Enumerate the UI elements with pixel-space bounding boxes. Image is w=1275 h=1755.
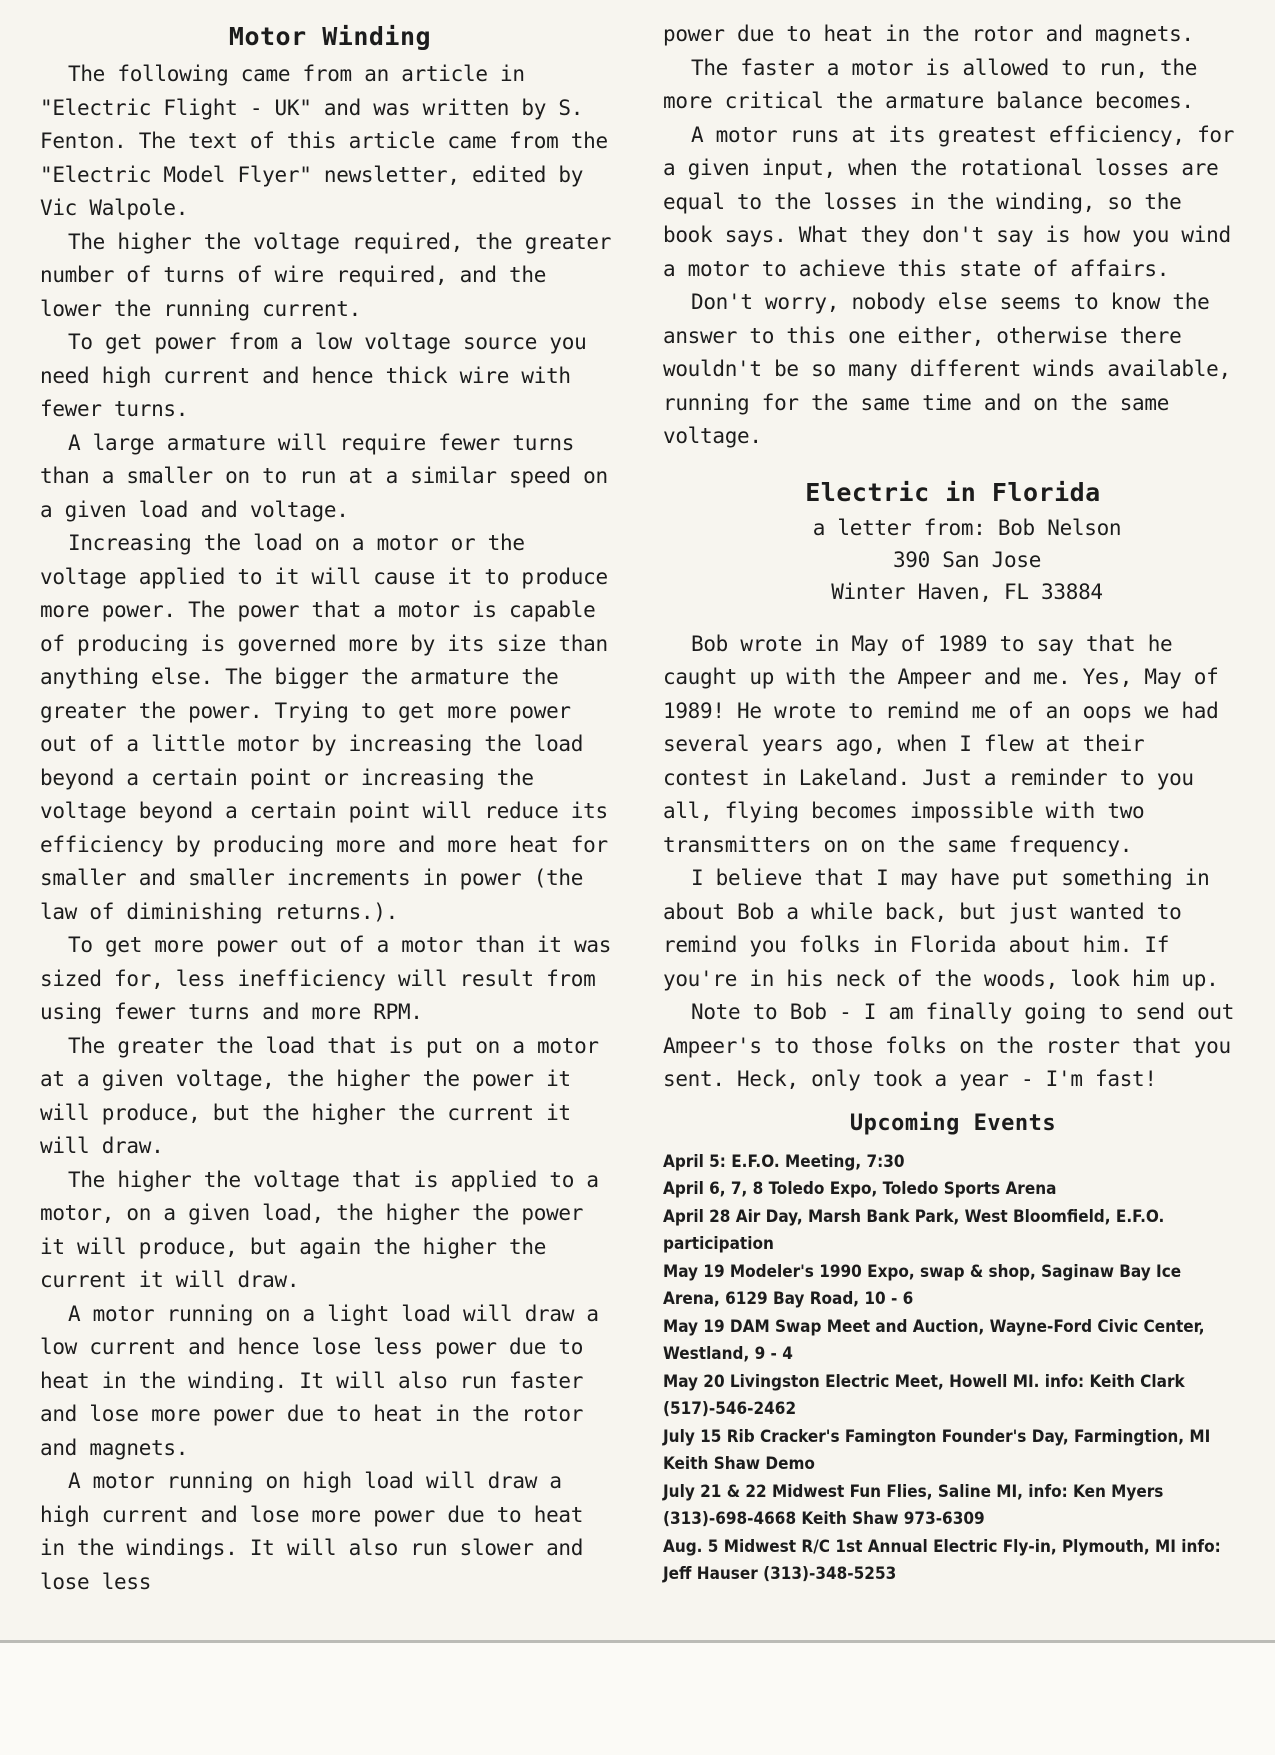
article-paragraph: The following came from an article in "Electric Flight - UK" and was written by S. Fenton. The text of this article came from the "Electric Model Flyer" newsletter, edited by Vic Walpole. [40,62,608,220]
article-paragraph: A motor running on a light load will draw a low current and hence lose less power due to heat in the winding. It will also run faster and lose more power due to heat in the rotor and magnets. [40,1301,599,1460]
event-item: July 21 & 22 Midwest Fun Flies, Saline MI, info: Ken Myers (313)-698-4668 Keith Shaw 973-6309 [663,1481,1164,1529]
article-paragraph: The higher the voltage that is applied to a motor, on a given load, the higher the power it will produce, but again the higher the current it will draw. [40,1167,599,1292]
event-item: April 28 Air Day, Marsh Bank Park, West Bloomfield, E.F.O. participation [663,1206,1165,1254]
event-item: May 20 Livingston Electric Meet, Howell MI. info: Keith Clark (517)-546-2462 [663,1371,1185,1419]
events-list [663,1149,1243,1589]
event-item: May 19 DAM Swap Meet and Auction, Wayne-Ford Civic Center, Westland, 9 - 4 [663,1316,1205,1364]
upcoming-events-title: Upcoming Events [849,1110,1057,1136]
article-paragraph: To get more power out of a motor than it was sized for, less inefficiency will result from using fewer turns and more RPM. [40,933,612,1024]
article-paragraph: To get power from a low voltage source you need high current and hence thick wire with fewer turns. [40,330,587,421]
event-item: April 5: E.F.O. Meeting, 7:30 [663,1151,905,1172]
letter-street: 390 San Jose [892,547,1042,572]
motor-winding-title: Motor Winding [228,22,432,51]
letter-paragraph: Bob wrote in May of 1989 to say that he caught up with the Ampeer and me. Yes, May of 1989! He wrote to remind me of an oops we had several years ago, when I flew at their contest in Lakeland. Just a reminder to you all, flying becomes impossible with two transmitters on on the same frequency. [663,631,1219,857]
article-paragraph: Increasing the load on a motor or the voltage applied to it will cause it to produce more power. The power that a motor is capable of producing is governed more by its size than anything else. The bigger the armature the greater the power. Trying to get more power out of a little motor by increasing the load beyond a certain point or increasing the voltage beyond a certain point will reduce its efficiency by producing more and more heat for smaller and smaller increments in power (the law of diminishing returns.). [40,531,608,924]
article-paragraph: A large armature will require fewer turns than a smaller on to run at a similar speed on a given load and voltage. [40,430,608,522]
florida-body [663,628,1243,1097]
article-paragraph: Don't worry, nobody else seems to know the answer to this one either, otherwise there wouldn't be so many different winds available, running for the same time and on the same voltage. [663,290,1231,448]
article-paragraph: The greater the load that is put on a motor at a given voltage, the higher the power it will produce, but the higher the current it will draw. [40,1033,599,1158]
article-paragraph: The higher the voltage required, the greater number of turns of wire required, and the lower the running current. [40,229,612,321]
article-paragraph: A motor runs at its greatest efficiency, for a given input, when the rotational losses are equal to the losses in the winding, so the book says. What they don't say is how you wind a motor to achieve this state of affairs. [663,122,1235,281]
florida-title: Electric in Florida [805,477,1101,507]
left-column [40,18,620,1599]
event-item: April 6, 7, 8 Toledo Expo, Toledo Sports Arena [663,1179,1057,1199]
event-item: May 19 Modeler's 1990 Expo, swap & shop, Saginaw Bay Ice Arena, 6129 Bay Road, 10 - 6 [663,1261,1182,1309]
right-column [663,18,1243,1589]
event-item: Aug. 5 Midwest R/C 1st Annual Electric Fly-in, Plymouth, MI info: Jeff Hauser (313)-348-5253 [663,1536,1221,1584]
letter-paragraph: I believe that I may have put something in about Bob a while back, but just wanted to remind you folks in Florida about him. If you're in his neck of the woods, look him up. [663,866,1219,991]
letter-paragraph: Note to Bob - I am finally going to send out Ampeer's to those folks on the roster that you sent. Heck, only took a year - I'm fast! [663,1000,1235,1091]
letter-city: Winter Haven, FL 33884 [831,579,1103,604]
letter-byline: a letter from: Bob Nelson [812,515,1122,540]
article-continued-text: power due to heat in the rotor and magnets. [663,22,1194,46]
article-paragraph: A motor running on high load will draw a high current and lose more power due to heat in the windings. It will also run slower and lose less [40,1469,584,1594]
event-item: July 15 Rib Cracker's Famington Founder's Day, Farmingtion, MI Keith Shaw Demo [663,1426,1211,1474]
page-bottom-margin [0,1643,1275,1755]
article-paragraph: The faster a motor is allowed to run, the more critical the armature balance becomes. [663,55,1198,113]
